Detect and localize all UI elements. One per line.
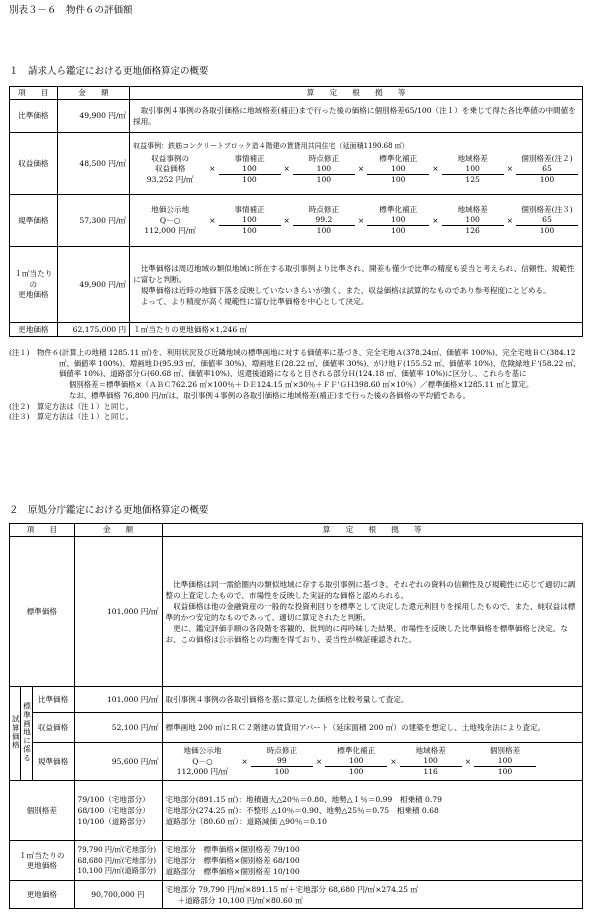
s1-shueki-times-2: ×: [357, 164, 365, 174]
side-label-2: [21, 687, 32, 781]
table-2: [9, 523, 583, 909]
row2-sarachi-text: [162, 881, 583, 909]
s1-kijun-times-3: ×: [432, 215, 439, 225]
col-amount: 金 額: [57, 87, 129, 100]
row2-hyojun-text: [162, 537, 583, 687]
shueki-base: [133, 154, 207, 185]
s2-kijun-factor-denominator: 116: [423, 767, 438, 777]
row2-hyojun-item: 標準価格: [10, 537, 75, 687]
s1-shueki-factor-label: 地域格差: [457, 153, 488, 163]
persqm2-item-line2: 更地価格: [26, 860, 57, 870]
s1-shueki-factor-0: [219, 154, 281, 186]
row2-kobetsu-item: 個別格差: [10, 781, 75, 841]
row2-hyojun-amount: 101,000 円/㎡: [74, 537, 162, 687]
kijun-base-value: 112,000 円/㎡: [144, 225, 196, 235]
s1-kijun-factor-numerator: 100: [442, 215, 504, 226]
s1-shueki-factor-numerator: 100: [367, 164, 429, 175]
row2-kijun-basis: [162, 743, 583, 781]
row-hikaku-item: 比準価格: [10, 100, 58, 133]
kobetsu-l1: 79/100（宅地部分）: [77, 795, 150, 805]
s1-kijun-factor-label: 事情補正: [234, 204, 265, 214]
row-kijun-basis: [130, 195, 583, 247]
sarachi2-t2: ＋道路部分 10,100 円/㎡×80.60 ㎡: [177, 895, 303, 905]
s1-shueki-factor-numerator: 65: [516, 164, 578, 175]
s2-kijun-factor-denominator: 100: [274, 767, 290, 777]
s1-shueki-factor-numerator: 100: [219, 164, 281, 175]
persqm2-item-line1: １㎡当たりの: [18, 850, 65, 860]
s1-kijun-factor-label: 個別格差(注３): [521, 204, 573, 214]
s1-kijun-factor-1: [293, 205, 355, 237]
persqm2-l1: 79,790 円/㎡(宅地部分): [77, 845, 157, 855]
row-shueki-amount: 48,500 円/㎡: [57, 133, 129, 195]
hyojun-p3: 更に、鑑定評価手順の各段階を客観的、批判的に再吟味した結果、市場性を反映した比準価格を標準価格と決定。なお、この価格は公示価格との均衡を得ており、妥当性が検証確認された。: [165, 623, 568, 644]
row-persqm-text: [130, 247, 583, 323]
s1-shueki-factor-denominator: 100: [391, 175, 406, 185]
shueki-base-label: 収益事例の: [151, 154, 190, 164]
s1-kijun-factor-denominator: 100: [391, 226, 406, 236]
note-1-formula: 個別格差＝標準価格×（ＡＢＣ762.26 ㎡×100％＋ＤＥ124.15 ㎡×30％＋ＦＦ'ＧＨ398.60 ㎡×10％）／標準価格×1285.11 ㎡と算定。: [69, 380, 534, 390]
s1-shueki-factor-denominator: 100: [242, 175, 257, 185]
row2-shueki-item: 収益価格: [32, 713, 74, 743]
shueki-title: 収益事例：鉄筋コンクリートブロック造４階建の賃貸用共同住宅（延面積1190.68 ㎡）: [133, 142, 409, 151]
s1-shueki-factor-2: [367, 154, 429, 186]
row-sarachi-amount: 62,175,000 円: [57, 323, 129, 337]
col-item: 項 目: [10, 87, 58, 100]
side-label-2-text: 標準画地に係る: [22, 702, 32, 763]
s2-kijun-factor-0: [251, 746, 313, 778]
s1-kijun-factor-numerator: 100: [367, 215, 429, 226]
s1-kijun-times-1: ×: [283, 215, 290, 225]
s1-kijun-times-2: ×: [357, 215, 365, 225]
s2-kijun-factor-numerator: 100: [474, 756, 536, 767]
s1-shueki-factor-numerator: 100: [293, 164, 355, 175]
kobetsu-t1: 宅地部分(891.15 ㎡)：地積過大△20％＝0.80、地勢△１％＝0.99 相乗積 0.79: [165, 795, 442, 805]
row-kijun-item: 規準価格: [10, 195, 58, 247]
s1-shueki-factor-label: 事情補正: [234, 153, 265, 163]
kobetsu-t3: 道路部分（80.60 ㎡）：道路減価 △90％＝0.10: [165, 817, 327, 827]
s1-kijun-factor-label: 地域格差: [457, 204, 488, 214]
row-sarachi-item: 更地価格: [10, 323, 58, 337]
row2-kijun-amount: 95,600 円/㎡: [74, 743, 162, 781]
row-persqm-amount: 49,900 円/㎡: [57, 247, 129, 323]
row2-persqm-item: [10, 841, 75, 881]
s1-shueki-factor-4: [516, 154, 578, 186]
s1-shueki-times-3: ×: [432, 164, 439, 174]
s2-kijun-factor-3: [474, 746, 536, 778]
row2-hikaku-item: 比準価格: [32, 687, 74, 713]
s1-shueki-times-0: ×: [209, 164, 216, 174]
s2-kijun-factor-label: 標準化補正: [337, 745, 376, 755]
s2-kijun-base-value: 112,000 円/㎡: [176, 766, 229, 776]
s2-kijun-base-label: 地価公示地: [183, 746, 222, 756]
table-1: [9, 86, 583, 337]
s1-shueki-factor-denominator: 100: [316, 175, 332, 185]
col2-basis: 算 定 根 拠 等: [162, 524, 583, 537]
row-persqm-item: [10, 247, 58, 323]
page-title: 別表３－６ 物件６の評価額: [9, 5, 133, 16]
s1-kijun-factor-numerator: 100: [219, 215, 281, 226]
row-kijun-amount: 57,300 円/㎡: [57, 195, 129, 247]
note-3: (注３) 算定方法は（注１）と同じ。: [9, 412, 134, 422]
s1-shueki-factor-label: 個別格差(注２): [521, 153, 573, 163]
row2-persqm-amount: [74, 841, 162, 881]
s2-kijun-factor-1: [325, 746, 387, 778]
section-2-heading: ２ 原処分庁鑑定における更地価格算定の概要: [9, 505, 209, 516]
row2-persqm-text: [162, 841, 583, 881]
row2-shueki-text: 標準画地 200 ㎡にＲＣ２階建の賃貸用アパート（延床面積 200 ㎡）の建築を想定し、土地残余法により査定。: [162, 713, 583, 743]
persqm-p1: 比準価格は周辺地域の類似地域に所在する取引事例より比準され、開差も僅少で比準の精度も妥当と考えられ、信頼性、規範性に富むと判断。: [133, 263, 575, 284]
s2-kijun-times-3: ×: [464, 756, 471, 766]
persqm-item-line2: 更地価格: [18, 289, 49, 299]
s2-kijun-factor-denominator: 100: [497, 767, 513, 777]
col2-amount: 金 額: [74, 524, 162, 537]
s1-kijun-factor-denominator: 126: [465, 226, 480, 236]
persqm2-t2: 宅地部分 標準価格×個別格差 68/100: [165, 856, 300, 866]
s2-kijun-times-1: ×: [315, 756, 323, 766]
notes-1: [9, 348, 583, 423]
s1-shueki-factor-denominator: 100: [539, 175, 555, 185]
s1-shueki-factor-1: [293, 154, 355, 186]
s1-kijun-factor-0: [219, 205, 281, 237]
shueki-base-value: 93,252 円/㎡: [146, 174, 194, 184]
s1-shueki-factor-denominator: 125: [465, 175, 480, 185]
row2-shueki-amount: 52,100 円/㎡: [74, 713, 162, 743]
sarachi2-t1: 宅地部分 79,790 円/㎡×891.15 ㎡＋宅地部分 68,680 円/㎡×274.25 ㎡: [165, 884, 419, 894]
row-shueki-item: 収益価格: [10, 133, 58, 195]
row2-kobetsu-text: [162, 781, 583, 841]
s2-kijun-factor-denominator: 100: [349, 767, 364, 777]
row-hikaku-amount: 49,900 円/㎡: [57, 100, 129, 133]
s1-kijun-factor-3: [442, 205, 504, 237]
row-sarachi-text: １㎡当たりの更地価格×1,246 ㎡: [130, 323, 583, 337]
persqm2-l3: 10,100 円/㎡(道路部分): [77, 865, 157, 875]
side-label-1-text: 試算価格: [11, 714, 21, 750]
persqm-item-line1: １㎡当たりの: [14, 269, 53, 289]
col-basis: 算 定 根 拠 等: [130, 87, 583, 100]
row2-kobetsu-amount: [74, 781, 162, 841]
s1-kijun-factor-label: 時点修正: [308, 204, 340, 214]
row2-hikaku-text: 取引事例４事例の各取引価格を基に算定した価格を比較考量して査定。: [162, 687, 583, 713]
s2-kijun-factor-numerator: 99: [251, 756, 313, 767]
s1-kijun-factor-denominator: 100: [316, 226, 332, 236]
s2-kijun-factor-numerator: 100: [325, 756, 387, 767]
s2-kijun-times-2: ×: [390, 756, 397, 766]
s2-kijun-factor-numerator: 100: [400, 756, 462, 767]
s1-kijun-factor-denominator: 100: [539, 226, 555, 236]
s1-shueki-times-4: ×: [506, 164, 513, 174]
shueki-base-label2: 収益価格: [154, 164, 186, 174]
row2-sarachi-amount: 90,700,000 円: [74, 881, 162, 909]
s1-kijun-times-4: ×: [506, 215, 513, 225]
s1-kijun-factor-label: 標準化補正: [379, 204, 418, 214]
s2-kijun-factor-label: 地域格差: [415, 745, 446, 755]
kijun-base-code: Q－○: [159, 215, 181, 225]
side-label-1: [10, 687, 21, 781]
kobetsu-t2: 宅地部分(274.25 ㎡)：不整形 △10％＝0.90、地勢△25％＝0.75 相乗積 0.68: [165, 806, 439, 816]
s2-kijun-factor-label: 個別格差: [489, 745, 521, 755]
s1-kijun-factor-numerator: 65: [516, 215, 578, 226]
persqm-p3: よって、より精度が高く規範性に富む比準価格を中心として決定。: [140, 296, 369, 306]
kijun-base-label: 地価公示地: [151, 205, 190, 215]
s1-shueki-factor-3: [442, 154, 504, 186]
s1-shueki-factor-numerator: 100: [442, 164, 504, 175]
s2-kijun-factor-label: 時点修正: [266, 745, 298, 755]
persqm2-l2: 68,680 円/㎡(宅地部分): [77, 855, 157, 865]
persqm-p2: 規準価格は近時の地価下落を反映していないきらいが強く、また、収益価格は試算的なものであり参考程度にとどめる。: [140, 285, 551, 295]
s2-kijun-base: [166, 746, 240, 777]
s2-kijun-factor-2: [400, 746, 462, 778]
row2-kijun-item: 規準価格: [32, 743, 74, 781]
row2-hikaku-amount: 101,000 円/㎡: [74, 687, 162, 713]
s1-kijun-factor-4: [516, 205, 578, 237]
kobetsu-l2: 68/100（宅地部分）: [77, 806, 150, 816]
persqm2-t3: 道路部分 標準価格×個別格差 10/100: [165, 867, 300, 877]
section-1-heading: １ 請求人ら鑑定における更地価格算定の概要: [9, 66, 209, 77]
s1-shueki-times-1: ×: [283, 164, 290, 174]
kijun-base: [133, 205, 207, 236]
hyojun-p2: 収益価格は他の金融資産の一般的な投資利回りを標準として決定した還元利回りを採用したもので、また、純収益は標準的かつ安定的なものであって、適切に算定されたと判断。: [165, 601, 576, 622]
col2-item: 項 目: [10, 524, 75, 537]
note-1: (注１) 物件６(計算上の地積 1285.11 ㎡)を、利用状況及び近隣地域の標準画地に対する価値率に基づき、完全宅地Ａ(378.24㎡、価値率 100%)、完全宅地ＢＣ(384.12 ㎡、価値率 100%)、増画地Ｄ(95.93 ㎡、価値率 30%)、増画地Ｅ(28.22 ㎡、価値率 30%)、がけ地Ｆ(155.52 ㎡、価値率 10%)、危険緑地Ｆ'(58.22 ㎡、価値率 10%)、道路部分Ｇ(60.68 ㎡、価値率10%)、返還後道路になると目される部分Ｈ(124.18 ㎡、価値率 10%)に区分し、これらを基に: [9, 348, 581, 379]
s1-kijun-factor-2: [367, 205, 429, 237]
kobetsu-l3: 10/100（道路部分）: [77, 817, 150, 827]
row-hikaku-text: 取引事例４事例の各取引価格に地域格差(補正)まで行った後の価格に個別格差65/100（注１）を乗じて得た各比準値の中間値を採用。: [130, 100, 583, 133]
note-1-extra: なお、標準価格 76,800 円/㎡は、取引事例４事例の各取引価格に地域格差(補正)まで行った後の各価格の平均値である。: [69, 390, 470, 400]
s1-shueki-factor-label: 標準化補正: [379, 153, 418, 163]
note-2: (注２) 算定方法は（注１）と同じ。: [9, 401, 134, 411]
persqm2-t1: 宅地部分 標準価格×個別格差 79/100: [165, 845, 300, 855]
s1-shueki-factor-label: 時点修正: [308, 153, 340, 163]
s2-kijun-times-0: ×: [241, 756, 248, 766]
row2-sarachi-item: 更地価格: [10, 881, 75, 909]
hyojun-p1: 比準価格は同一需給圏内の類似地域に存する取引事例に基づき、それぞれの資料の信頼性及び規範性に応じて適切に調整の上査定したもので、市場性を反映した実証的な価格と認められる。: [165, 579, 576, 600]
row-shueki-basis: [130, 133, 583, 195]
s1-kijun-times-0: ×: [209, 215, 216, 225]
s1-kijun-factor-numerator: 99.2: [293, 215, 355, 226]
s2-kijun-base-code: Q－○: [192, 756, 213, 766]
s1-kijun-factor-denominator: 100: [242, 226, 257, 236]
